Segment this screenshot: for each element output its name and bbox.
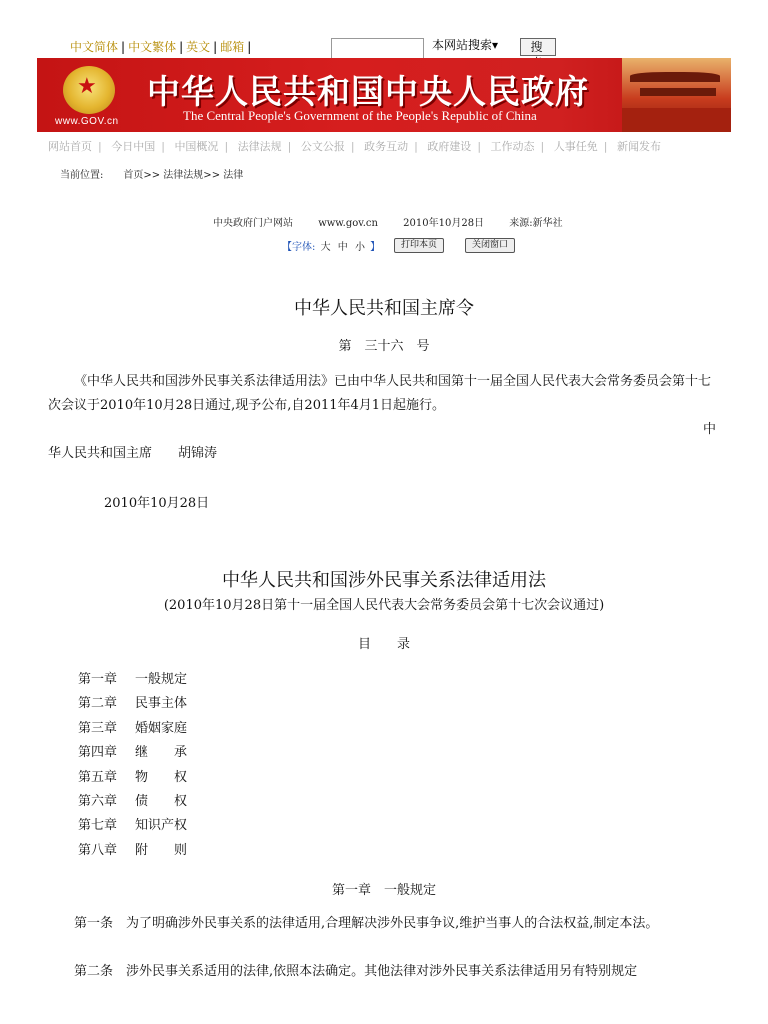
list-item [78,692,187,716]
chapter1-heading: 第一章 一般规定 [331,883,436,898]
toc-chapter-no: 第五章 [78,769,118,785]
nav-divider: | [477,140,482,153]
decree-number: 第 三十六 号 [338,339,430,354]
article-tools [282,238,508,253]
font-size-label: 【字体: [282,242,316,253]
list-item [78,814,187,838]
font-size-large[interactable]: 大 [320,242,331,253]
language-bar [70,38,254,55]
law-subtitle: (2010年10月28日第十一届全国人民代表大会常务委员会第十七次会议通过) [163,598,605,613]
site-domain: www.GOV.cn [55,116,119,127]
article-meta [213,214,563,229]
chevron-down-icon: ▾ [492,38,499,52]
decree-body: 《中华人民共和国涉外民事关系法律适用法》已由中华人民共和国第十一届全国人民代表大会常务委员会第十七次会议于2010年10月28日通过,现予公布,自2011年4月1日起施行。 [48,374,712,413]
toc-chapter-no: 第一章 [78,672,118,687]
toc-chapter-no: 第二章 [78,696,118,712]
lang-english-link[interactable]: 英文 [186,40,211,54]
site-banner[interactable] [37,58,731,132]
close-window-button[interactable]: 关闭窗口 [465,238,515,253]
mailbox-link[interactable]: 邮箱 [220,40,245,54]
toc-chapter-title: 知识产权 [135,818,188,834]
site-title-en: The Central People's Government of the People's Republic of China [183,108,537,123]
tiananmen-image [622,58,731,132]
toc-chapter-no: 第四章 [78,745,118,761]
nav-item-home[interactable]: 网站首页 [48,140,92,153]
search-scope-label: 本网站搜索 [432,38,493,52]
toc-chapter-no: 第三章 [78,720,118,736]
decree-date: 2010年10月28日 [104,496,210,511]
toc-chapter-title: 附 则 [135,842,188,858]
lang-sep: | [121,40,126,54]
lang-simplified-link[interactable]: 中文简体 [70,40,119,54]
gate-wall [622,108,731,132]
toc-chapter-title: 民事主体 [135,696,188,712]
search-scope-select[interactable] [432,36,498,53]
search-button[interactable]: 搜 [520,38,556,56]
site-title-cn: 中华人民共和国中央人民政府 [147,72,589,111]
toc-chapter-no: 第七章 [78,818,118,834]
nav-divider: | [98,140,102,153]
toc-chapter-title: 一般规定 [135,672,188,687]
lang-sep: | [213,40,218,54]
nav-item-laws[interactable]: 法律法规 [237,140,282,153]
toc-chapter-title: 物 权 [135,769,188,785]
meta-url: www.gov.cn [318,218,378,229]
star-icon: ★ [77,74,97,99]
toc-chapter-title: 婚姻家庭 [135,720,188,736]
nav-divider: | [540,140,545,153]
nav-item-today[interactable]: 今日中国 [111,140,156,153]
lang-traditional-link[interactable]: 中文繁体 [128,40,177,54]
law-title: 中华人民共和国涉外民事关系法律适用法 [222,570,546,591]
decree-title: 中华人民共和国主席令 [294,298,474,319]
toc-chapter-no: 第八章 [78,842,118,858]
nav-item-overview[interactable]: 中国概况 [174,140,219,153]
breadcrumb-label: 当前位置: [60,170,104,181]
search-box[interactable] [331,38,424,58]
nav-divider: | [414,140,418,153]
national-emblem-icon [63,66,115,114]
font-size-close: 】 [370,242,381,253]
list-item [78,839,187,863]
table-of-contents [78,668,187,863]
main-nav [48,138,661,154]
list-item [78,717,187,741]
decree-signer: 华人民共和国主席 胡锦涛 [48,446,218,461]
list-item [78,668,187,692]
gate-roof [630,72,720,82]
article-1: 第一条 为了明确涉外民事关系的法律适用,合理解决涉外民事争议,维护当事人的合法权益,制定本法。 [74,916,659,931]
toc-chapter-title: 债 权 [135,794,188,810]
nav-divider: | [287,140,292,153]
nav-item-interaction[interactable]: 政务互动 [364,140,409,153]
toc-chapter-title: 继 承 [135,745,188,761]
meta-date: 2010年10月28日 [403,218,485,229]
font-size-small[interactable]: 小 [354,242,365,253]
meta-site: 中央政府门户网站 [213,218,293,229]
meta-source: 来源:新华社 [509,218,563,229]
toc-chapter-no: 第六章 [78,794,118,810]
nav-item-appointments[interactable]: 人事任免 [553,140,598,153]
breadcrumb [60,166,243,181]
nav-item-documents[interactable]: 公文公报 [300,140,345,153]
gate-roof-lower [640,88,716,96]
lang-sep: | [247,40,252,54]
nav-item-work[interactable]: 工作动态 [490,140,535,153]
lang-sep: | [179,40,184,54]
nav-divider: | [224,140,229,153]
font-size-medium[interactable]: 中 [337,242,348,253]
nav-divider: | [603,140,608,153]
list-item [78,741,187,765]
nav-item-government[interactable]: 政府建设 [427,140,472,153]
list-item [78,790,187,814]
nav-item-news[interactable]: 新闻发布 [616,140,661,153]
nav-divider: | [350,140,355,153]
toc-heading: 目 录 [357,637,410,652]
nav-divider: | [161,140,165,153]
breadcrumb-path[interactable]: 首页>> 法律法规>> 法律 [123,170,244,181]
article-2: 第二条 涉外民事关系适用的法律,依照本法确定。其他法律对涉外民事关系法律适用另有特别规定 [74,964,638,979]
decree-signer-prefix: 中 [702,422,716,437]
print-button[interactable]: 打印本页 [394,238,444,253]
list-item [78,766,187,790]
